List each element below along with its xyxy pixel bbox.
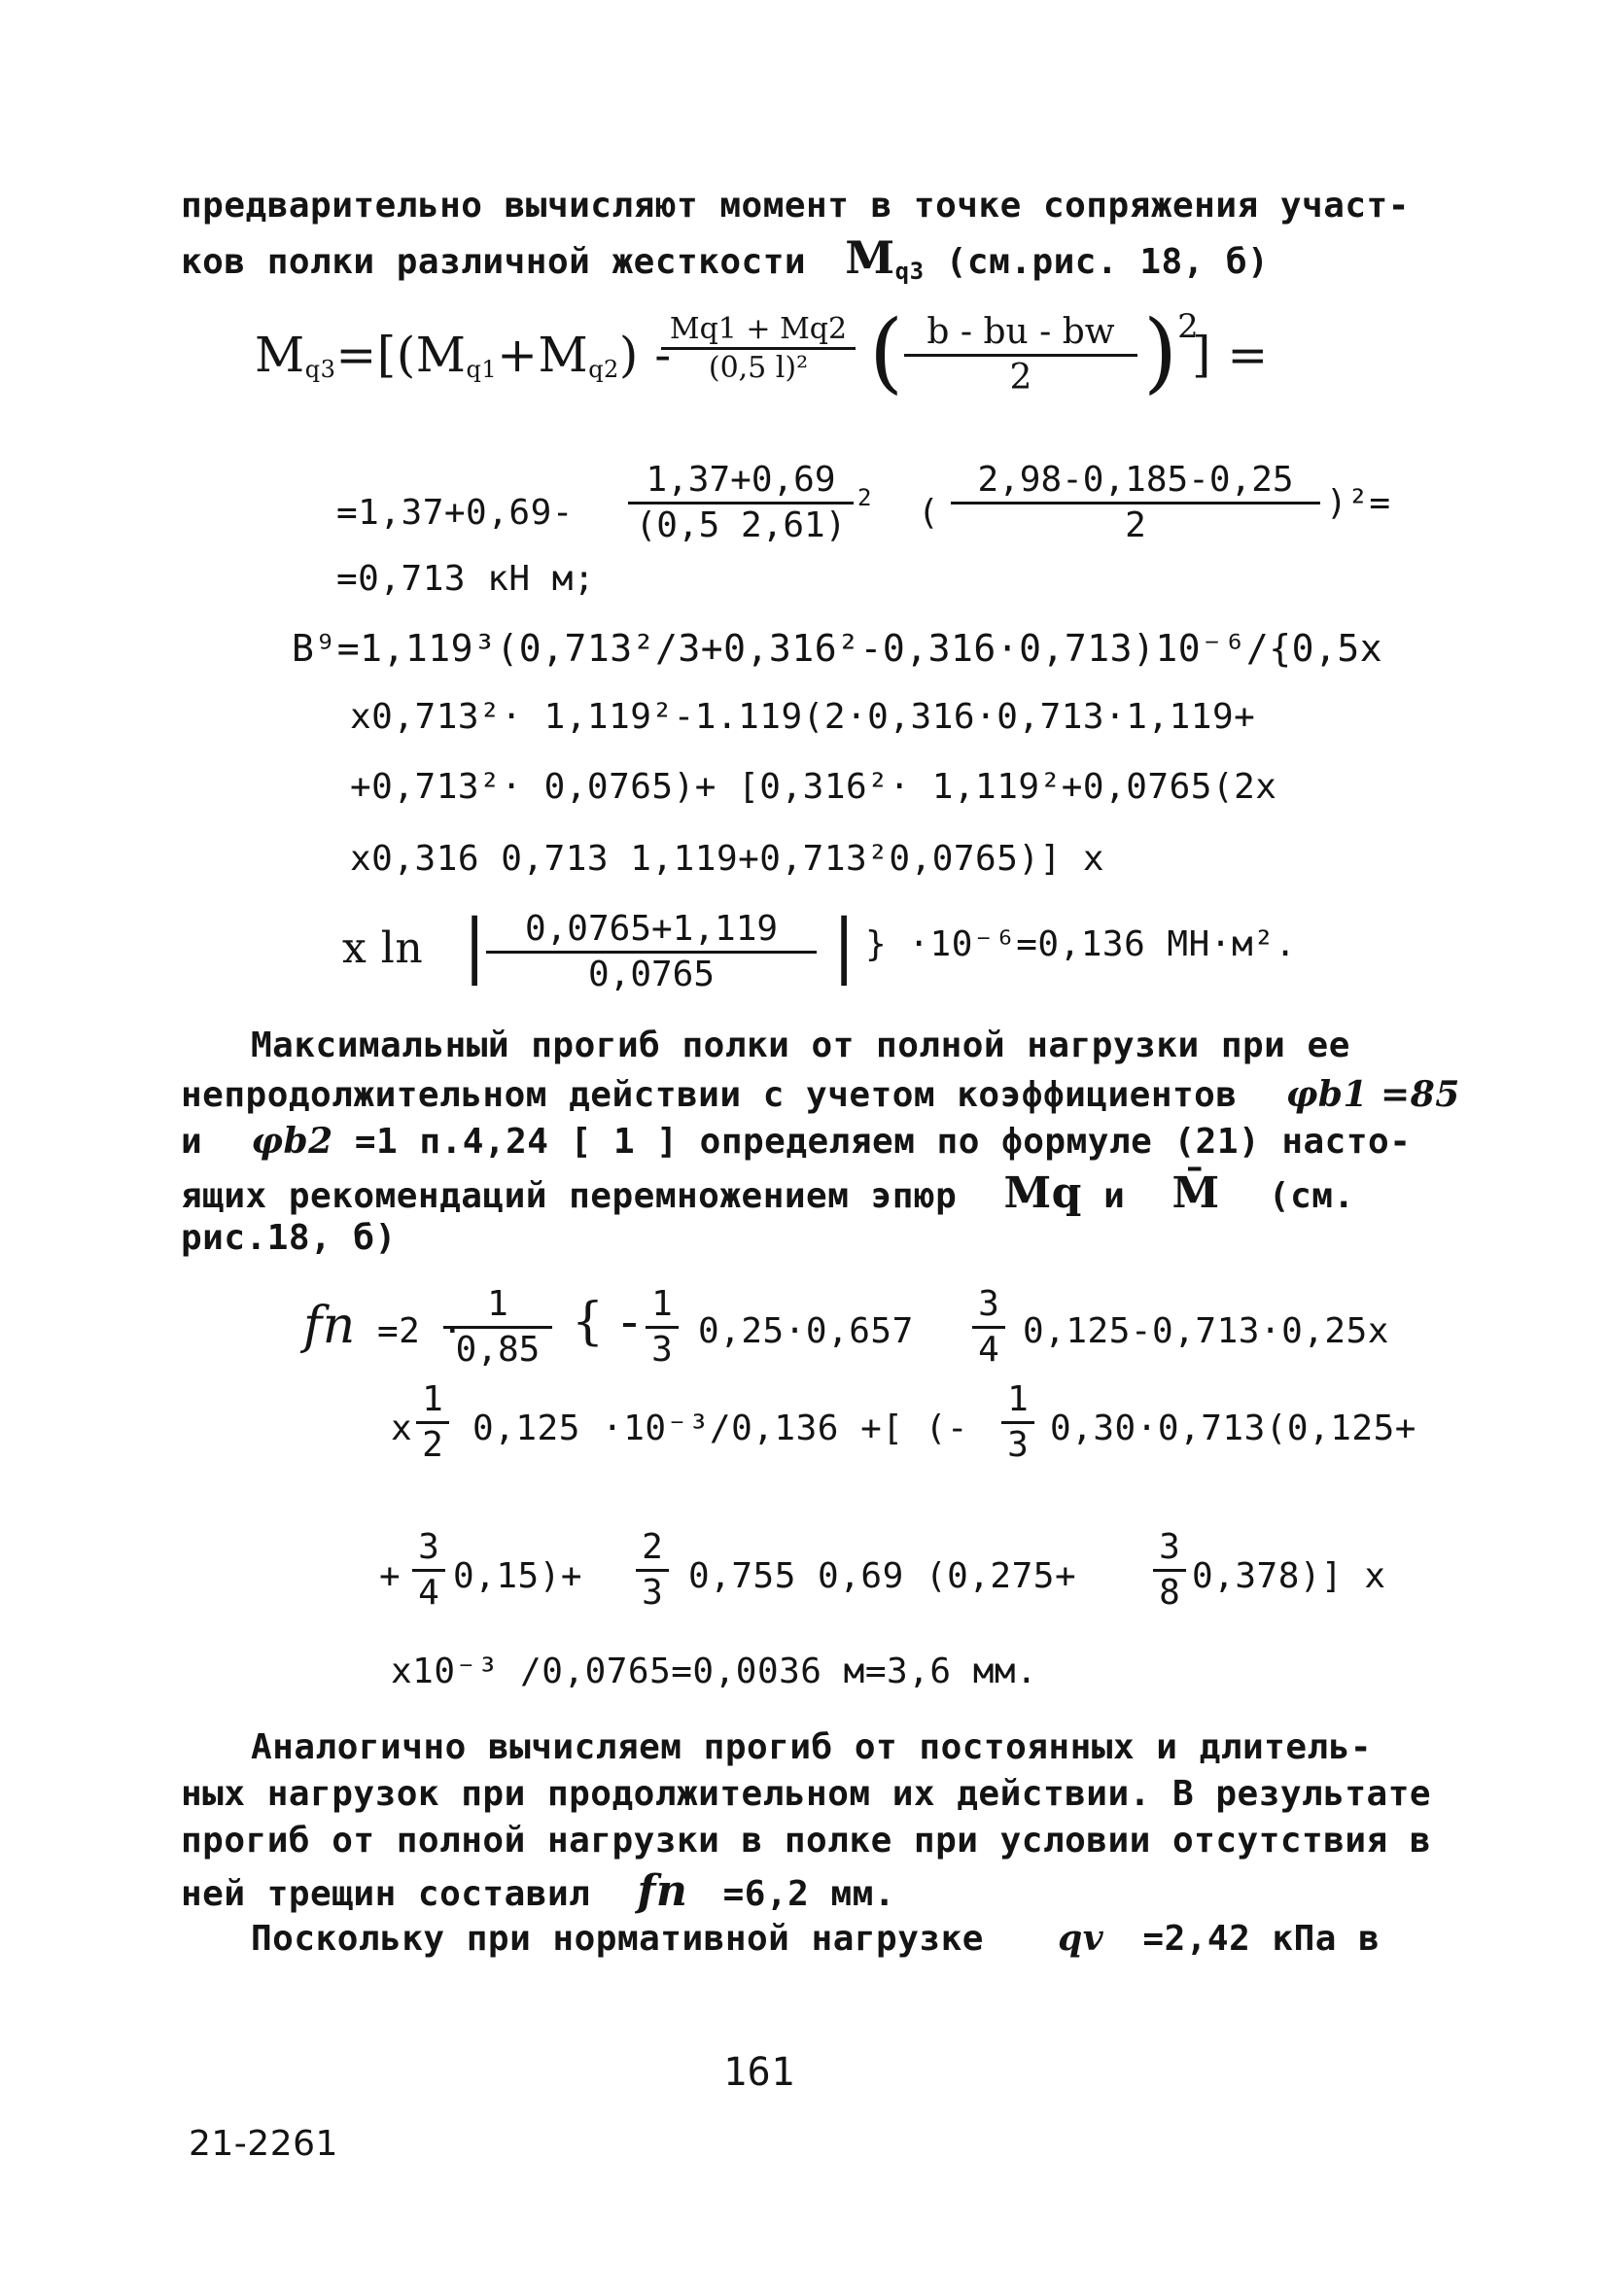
fraction-numerator: 2 bbox=[642, 1527, 663, 1567]
fraction-bar bbox=[972, 1326, 1005, 1329]
fraction-denominator: 3 bbox=[651, 1329, 673, 1370]
page-number: 161 bbox=[723, 2050, 795, 2095]
figure-reference: (см.рис. 18, б) bbox=[945, 242, 1270, 282]
exponent: 2 bbox=[857, 484, 872, 511]
fraction-bar bbox=[904, 354, 1137, 357]
fraction-numerator: 3 bbox=[978, 1284, 999, 1324]
fraction bbox=[1153, 1528, 1186, 1612]
phi-coefficient: φb2 bbox=[251, 1121, 333, 1162]
fraction-denominator: 3 bbox=[1007, 1424, 1029, 1465]
fraction-denominator: 2 bbox=[1125, 504, 1146, 545]
fraction-numerator: 1 bbox=[422, 1379, 443, 1419]
calc-line: =1,37+0,69- bbox=[336, 493, 574, 533]
text: (см. bbox=[1268, 1176, 1355, 1216]
fraction-numerator: 3 bbox=[418, 1527, 439, 1567]
paragraph-line bbox=[181, 231, 1270, 285]
deflection-symbol: fn bbox=[637, 1866, 688, 1916]
calc-b-result: } ·10⁻⁶=0,136 МН·м². bbox=[865, 924, 1297, 964]
moment-diagram-symbol: M̄ bbox=[1171, 1168, 1220, 1218]
formula-f-seg: 0,25·0,657 bbox=[698, 1311, 914, 1351]
moment-symbol: M bbox=[845, 231, 895, 284]
fraction-denominator: 4 bbox=[418, 1572, 439, 1613]
fraction bbox=[904, 313, 1137, 397]
formula-subscript: q1 bbox=[466, 356, 498, 383]
fraction bbox=[628, 461, 854, 544]
fraction-numerator: 1,37+0,69 bbox=[646, 460, 836, 500]
fraction bbox=[972, 1285, 1005, 1369]
fraction-denominator: 8 bbox=[1159, 1572, 1180, 1613]
formula-f-eq: =2 · bbox=[377, 1311, 464, 1351]
fraction bbox=[636, 1528, 669, 1612]
paragraph-line bbox=[181, 1121, 1412, 1162]
text: Поскольку при нормативной нагрузке bbox=[251, 1919, 984, 1959]
fraction bbox=[416, 1380, 449, 1464]
fraction-bar bbox=[416, 1421, 449, 1424]
formula-symbol: M bbox=[255, 327, 305, 383]
brace: { - bbox=[572, 1293, 639, 1351]
paragraph-line: Аналогично вычисляем прогиб от постоянных и длитель- bbox=[251, 1727, 1373, 1767]
fraction-bar bbox=[1153, 1569, 1186, 1572]
fraction-denominator: 3 bbox=[642, 1572, 663, 1613]
fraction-numerator: 1 bbox=[487, 1284, 508, 1324]
fraction-bar bbox=[1001, 1421, 1034, 1424]
fraction bbox=[412, 1528, 445, 1612]
fraction-bar bbox=[661, 347, 856, 350]
text: непродолжительном действии с учетом коэффициентов bbox=[181, 1075, 1238, 1115]
fraction-denominator: (0,5 2,61) bbox=[635, 504, 847, 545]
fraction bbox=[443, 1285, 552, 1369]
formula-subscript: q3 bbox=[304, 356, 336, 383]
fraction-numerator: 3 bbox=[1159, 1527, 1180, 1567]
footer-code: 21-2261 bbox=[189, 2124, 338, 2164]
calc-b-line: B⁹=1,119³(0,713²/3+0,316²-0,316·0,713)10⁻⁶/{0,5x bbox=[292, 627, 1383, 670]
abs-bar: | bbox=[832, 904, 856, 986]
fraction-bar bbox=[646, 1326, 679, 1329]
calc-result: =0,713 кН м; bbox=[336, 559, 596, 599]
fraction-bar bbox=[443, 1326, 552, 1329]
moment-subscript: q3 bbox=[894, 258, 925, 285]
fraction bbox=[951, 461, 1320, 544]
load-symbol: qv bbox=[1058, 1918, 1104, 1959]
calc-b-line: x0,316 0,713 1,119+0,713²0,0765)] x bbox=[350, 839, 1105, 879]
text: ящих рекомендаций перемножением эпюр bbox=[181, 1176, 958, 1216]
formula-f-seg: 0,378)] x bbox=[1192, 1556, 1386, 1596]
paragraph-line bbox=[181, 1866, 895, 1916]
formula-tail: ] = bbox=[1192, 327, 1269, 383]
phi-coefficient: φb1 =85 bbox=[1285, 1074, 1460, 1115]
formula-mq3 bbox=[255, 327, 672, 383]
fraction-denominator: 2 bbox=[422, 1424, 443, 1465]
paren-close: )$^2$ bbox=[1143, 301, 1199, 403]
fraction-denominator: (0,5 l)² bbox=[708, 351, 809, 385]
formula-subscript: q2 bbox=[588, 356, 619, 383]
moment-diagram-symbol: Mq bbox=[1003, 1168, 1082, 1218]
paragraph-line: рис.18, б) bbox=[181, 1218, 397, 1258]
calc-line: )²= bbox=[1326, 483, 1391, 523]
fraction-bar bbox=[412, 1569, 445, 1572]
fraction-denominator: 2 bbox=[1009, 357, 1032, 398]
paragraph-line bbox=[251, 1918, 1381, 1959]
fraction-numerator: 0,0765+1,119 bbox=[524, 909, 779, 949]
fraction-numerator: Mq1 + Mq2 bbox=[669, 312, 848, 346]
formula-f-seg: 0,15)+ bbox=[453, 1556, 583, 1596]
text: =6,2 мм. bbox=[722, 1874, 895, 1914]
fraction-bar bbox=[628, 502, 854, 504]
formula-f-lhs: fn bbox=[303, 1297, 356, 1355]
fraction bbox=[1001, 1380, 1034, 1464]
formula-f-seg: 0,755 0,69 (0,275+ bbox=[688, 1556, 1077, 1596]
paragraph-line bbox=[181, 1168, 1355, 1218]
paren-open: ( bbox=[869, 301, 904, 403]
paragraph-line: ных нагрузок при продолжительном их действии. В результате bbox=[181, 1774, 1432, 1814]
paragraph-line: прогиб от полной нагрузки в полке при условии отсутствия в bbox=[181, 1821, 1432, 1861]
calc-b-ln: x ln bbox=[342, 923, 424, 973]
text: ней трещин составил bbox=[181, 1874, 591, 1914]
fraction-denominator: 4 bbox=[978, 1329, 999, 1370]
fraction-denominator: 0,0765 bbox=[587, 954, 716, 994]
text: и bbox=[1103, 1176, 1126, 1216]
abs-bar: | bbox=[463, 904, 487, 986]
formula-f-seg: 0,125-0,713·0,25x bbox=[1023, 1311, 1389, 1351]
formula-operator: ) - bbox=[618, 327, 672, 383]
formula-f-seg: x bbox=[391, 1409, 413, 1448]
fraction-numerator: 1 bbox=[651, 1284, 673, 1324]
formula-f-seg: + bbox=[379, 1556, 402, 1596]
fraction-bar bbox=[636, 1569, 669, 1572]
fraction-numerator: b - bu - bw bbox=[926, 312, 1115, 352]
fraction-bar bbox=[486, 951, 817, 954]
paragraph-line: Максимальный прогиб полки от полной нагрузки при ее bbox=[251, 1026, 1350, 1065]
formula-operator: +M bbox=[497, 327, 589, 383]
fraction bbox=[486, 910, 817, 993]
fraction-bar bbox=[951, 502, 1320, 504]
fraction bbox=[646, 1285, 679, 1369]
calc-b-line: +0,713²· 0,0765)+ [0,316²· 1,119²+0,0765(2x bbox=[350, 767, 1277, 807]
fraction-denominator: 0,85 bbox=[455, 1329, 541, 1370]
text: ков полки различной жесткости bbox=[181, 242, 807, 282]
paragraph-line: предварительно вычисляют момент в точке сопряжения участ- bbox=[181, 186, 1410, 226]
formula-f-seg: 0,30·0,713(0,125+ bbox=[1050, 1409, 1416, 1448]
text: =1 п.4,24 [ 1 ] определяем по формуле (21) насто- bbox=[354, 1122, 1412, 1162]
fraction-numerator: 2,98-0,185-0,25 bbox=[977, 460, 1294, 500]
fraction-numerator: 1 bbox=[1007, 1379, 1029, 1419]
fraction bbox=[661, 313, 856, 384]
paragraph-line bbox=[181, 1074, 1460, 1115]
calc-b-line: x0,713²· 1,119²-1.119(2·0,316·0,713·1,119+ bbox=[350, 697, 1256, 737]
formula-f-seg: 0,125 ·10⁻³/0,136 +[ (- bbox=[472, 1409, 968, 1448]
calc-paren: ( bbox=[918, 493, 940, 533]
text: =2,42 кПа в bbox=[1142, 1919, 1381, 1959]
formula-f-result: x10⁻³ /0,0765=0,0036 м=3,6 мм. bbox=[391, 1652, 1038, 1691]
text: и bbox=[181, 1122, 203, 1162]
formula-operator: =[(M bbox=[335, 327, 467, 383]
